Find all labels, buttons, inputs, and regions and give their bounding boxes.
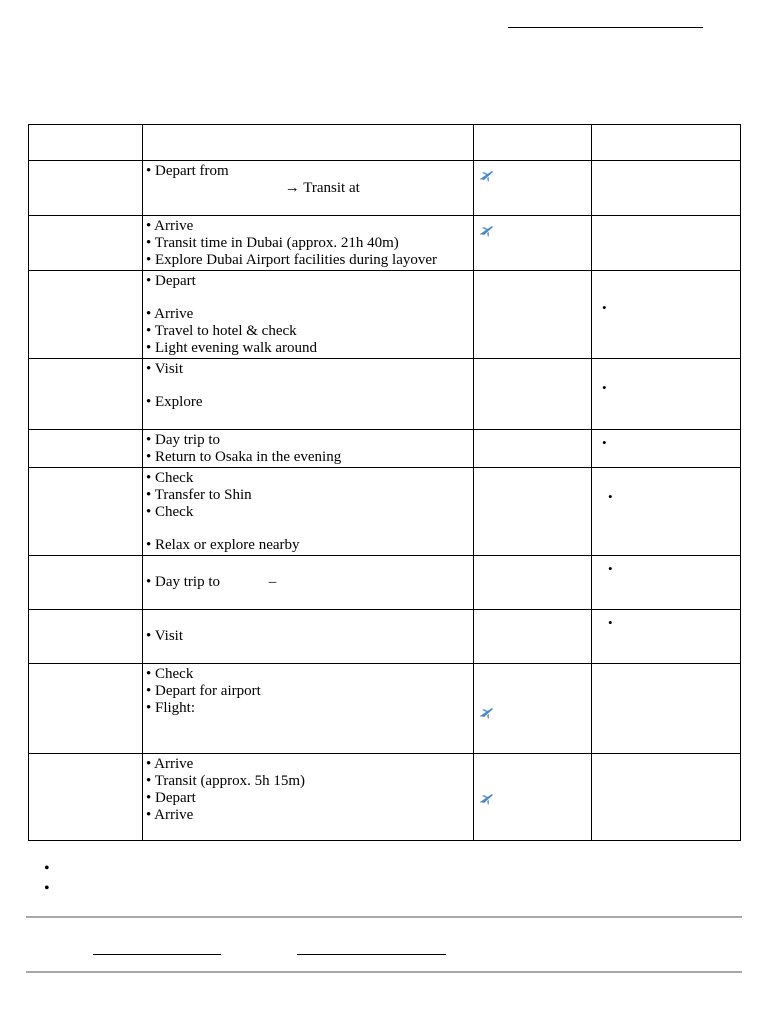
activity-line: • Depart — [146, 790, 196, 806]
transport-cell — [474, 216, 592, 271]
activities-cell — [143, 161, 474, 216]
activity-line: • Depart from — [146, 163, 229, 179]
activity-line: → Transit at — [146, 180, 360, 196]
bullet: • — [602, 380, 607, 395]
activity-line: • Transfer to Shin — [146, 487, 252, 503]
transport-cell — [474, 430, 592, 468]
day-cell — [29, 754, 143, 841]
activity-line: • Arrive — [146, 218, 194, 234]
table-header-row — [29, 125, 741, 161]
airplane-icon — [478, 790, 495, 807]
activity-line: • Day trip to – — [146, 574, 277, 590]
activity-line: • Check — [146, 504, 194, 520]
activity-line — [146, 378, 473, 394]
activity-line — [146, 558, 473, 574]
header-underline-blank — [508, 27, 703, 28]
day-cell — [29, 271, 143, 359]
activity-line: • Travel to hotel & check — [146, 323, 297, 339]
activities-cell — [143, 216, 474, 271]
activity-line — [146, 521, 473, 537]
activity-line: • Explore Dubai Airport facilities during layover — [146, 252, 438, 268]
activity-line: • Depart for airport — [146, 683, 261, 699]
header-day — [29, 125, 143, 161]
activities-cell — [143, 610, 474, 664]
table-row — [29, 664, 741, 754]
table-row — [29, 271, 741, 359]
table-row — [29, 556, 741, 610]
activities-cell — [143, 664, 474, 754]
table-row — [29, 610, 741, 664]
bullet: • — [44, 880, 50, 897]
airplane-icon — [478, 167, 495, 184]
activities-cell — [143, 430, 474, 468]
table-row — [29, 216, 741, 271]
activity-line: • Relax or explore nearby — [146, 537, 300, 553]
day-cell — [29, 359, 143, 430]
notes-cell — [592, 468, 741, 556]
activity-line: • Day trip to — [146, 432, 220, 448]
activities-cell — [143, 754, 474, 841]
horizontal-rule — [26, 916, 742, 918]
bullet: • — [608, 561, 613, 576]
activity-line: • Check — [146, 470, 194, 486]
activity-line: • Flight: — [146, 700, 196, 716]
header-activities — [143, 125, 474, 161]
table-row — [29, 161, 741, 216]
activity-line: • Check — [146, 666, 194, 682]
activity-line: • Arrive — [146, 306, 194, 322]
day-cell — [29, 468, 143, 556]
airplane-icon — [478, 704, 495, 721]
table-row — [29, 754, 741, 841]
bullet: • — [44, 860, 50, 877]
activity-line: • Transit time in Dubai (approx. 21h 40m) — [146, 235, 399, 251]
transport-cell — [474, 468, 592, 556]
transport-cell — [474, 271, 592, 359]
notes-cell — [592, 359, 741, 430]
day-cell — [29, 430, 143, 468]
day-cell — [29, 216, 143, 271]
activity-line: • Return to Osaka in the evening — [146, 449, 342, 465]
bullet: • — [608, 615, 613, 630]
notes-cell — [592, 754, 741, 841]
activities-cell — [143, 556, 474, 610]
transport-cell — [474, 664, 592, 754]
notes-cell — [592, 271, 741, 359]
notes-cell — [592, 216, 741, 271]
day-cell — [29, 161, 143, 216]
activity-line: • Light evening walk around — [146, 340, 318, 356]
table-row — [29, 359, 741, 430]
airplane-icon — [478, 222, 495, 239]
activity-line: • Visit — [146, 361, 184, 377]
horizontal-rule — [26, 971, 742, 973]
notes-cell — [592, 430, 741, 468]
activity-line: • Visit — [146, 628, 184, 644]
activity-line: • Arrive — [146, 756, 194, 772]
bullet: • — [608, 489, 613, 504]
transport-cell — [474, 754, 592, 841]
transport-cell — [474, 556, 592, 610]
transport-cell — [474, 610, 592, 664]
bullet: • — [602, 435, 607, 450]
bullet: • — [602, 300, 607, 315]
activity-line: • Explore — [146, 394, 203, 410]
notes-cell — [592, 161, 741, 216]
signature-line-2 — [297, 954, 446, 955]
signature-line-1 — [93, 954, 221, 955]
activity-line: • Arrive — [146, 807, 194, 823]
notes-cell — [592, 610, 741, 664]
day-cell — [29, 556, 143, 610]
table-row — [29, 468, 741, 556]
header-transport — [474, 125, 592, 161]
activity-line: • Depart — [146, 273, 196, 289]
activities-cell — [143, 359, 474, 430]
activities-cell — [143, 468, 474, 556]
activities-cell — [143, 271, 474, 359]
notes-cell — [592, 556, 741, 610]
activity-line — [146, 612, 473, 628]
activity-line: • Transit (approx. 5h 15m) — [146, 773, 306, 789]
header-notes — [592, 125, 741, 161]
itinerary-table — [28, 124, 741, 841]
day-cell — [29, 664, 143, 754]
notes-cell — [592, 664, 741, 754]
table-row — [29, 430, 741, 468]
activity-line — [146, 290, 473, 306]
day-cell — [29, 610, 143, 664]
transport-cell — [474, 161, 592, 216]
transport-cell — [474, 359, 592, 430]
